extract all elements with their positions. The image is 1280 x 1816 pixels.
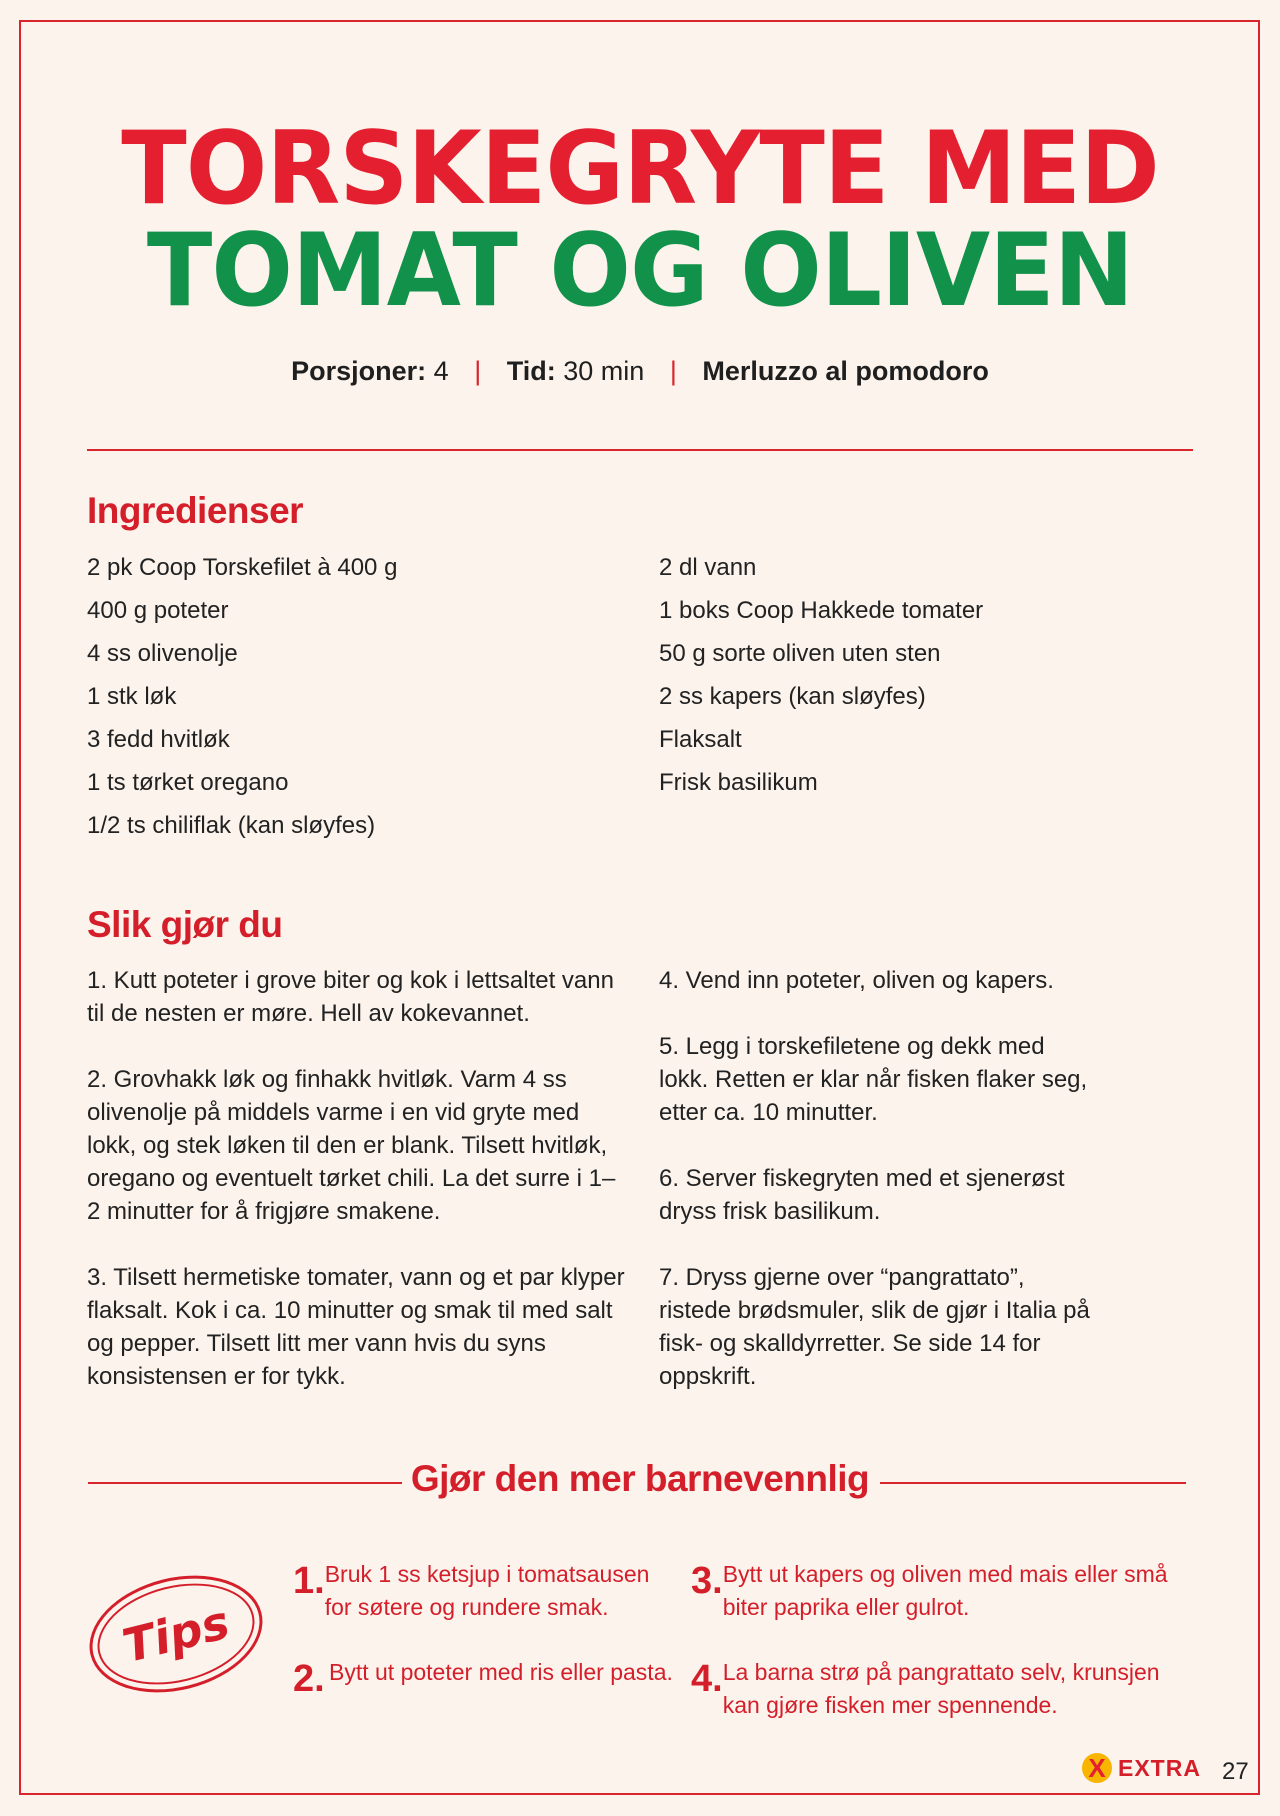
step-item: 5. Legg i torskefiletene og dekk med lokk. Retten er klar når fisken flaker seg, etter ca. 10 minutter. bbox=[659, 1033, 1088, 1126]
banner-rule-right bbox=[880, 1482, 1186, 1484]
extra-logo-word: EXTRA bbox=[1118, 1754, 1201, 1781]
ingredient-item: 1 stk løk bbox=[87, 683, 177, 710]
recipe-title-line-2: TOMAT OG OLIVEN bbox=[146, 211, 1134, 329]
ingredient-item: 1 ts tørket oregano bbox=[87, 769, 289, 796]
step-item: 4. Vend inn poteter, oliven og kapers. bbox=[659, 967, 1054, 994]
steps-list-right bbox=[659, 964, 1099, 1426]
tip-text: Bytt ut kapers og oliven med mais eller små biter paprika eller gulrot. bbox=[722, 1561, 1168, 1620]
ingredient-item: 50 g sorte oliven uten sten bbox=[659, 640, 941, 667]
tip-item bbox=[293, 1558, 673, 1624]
ingredients-list-right bbox=[659, 546, 983, 804]
meta-separator: | bbox=[669, 356, 677, 386]
divider-rule bbox=[87, 449, 1193, 451]
tip-number: 1. bbox=[293, 1560, 325, 1602]
time-label: Tid: bbox=[506, 356, 556, 386]
ingredient-item: 3 fedd hvitløk bbox=[87, 726, 230, 753]
meta-separator: | bbox=[474, 356, 482, 386]
ingredient-item: 1/2 ts chiliflak (kan sløyfes) bbox=[87, 812, 376, 839]
step-item: 6. Server fiskegryten med et sjenerøst dryss frisk basilikum. bbox=[659, 1165, 1065, 1225]
x-logo-icon: X bbox=[1082, 1753, 1112, 1783]
tip-number: 2. bbox=[293, 1658, 325, 1700]
tip-text: Bytt ut poteter med ris eller pasta. bbox=[329, 1659, 673, 1685]
steps-heading: Slik gjør du bbox=[87, 904, 283, 945]
step-item: 3. Tilsett hermetiske tomater, vann og et par klyper flaksalt. Kok i ca. 10 minutter og smak til med salt og pepper. Tilsett litt mer vann hvis du syns konsistensen er for tykk. bbox=[87, 1264, 625, 1390]
ingredient-item: 2 pk Coop Torskefilet à 400 g bbox=[87, 554, 398, 581]
step-item: 1. Kutt poteter i grove biter og kok i lettsaltet vann til de nesten er møre. Hell av kokevannet. bbox=[87, 967, 614, 1027]
tip-text: La barna strø på pangrattato selv, krunsjen kan gjøre fisken mer spennende. bbox=[722, 1659, 1160, 1718]
steps-list-left bbox=[87, 964, 627, 1426]
tip-item bbox=[691, 1558, 1191, 1624]
kids-heading: Gjør den mer barnevennlig bbox=[410, 1458, 870, 1499]
recipe-title-line-1: TORSKEGRYTE MED bbox=[121, 109, 1159, 227]
tip-item bbox=[691, 1656, 1191, 1722]
tips-badge-label: Tips bbox=[117, 1594, 235, 1674]
recipe-meta bbox=[0, 356, 1280, 387]
ingredient-item: 400 g poteter bbox=[87, 597, 229, 624]
ingredient-item: 2 dl vann bbox=[659, 554, 757, 581]
step-item: 2. Grovhakk løk og finhakk hvitløk. Varm 4 ss olivenolje på middels varme i en vid gryte med lokk, og stek løken til den er blank. Tilsett hvitløk, oregano og eventuelt tørket chili. La det surre i 1–2 minutter for å frigjøre smakene. bbox=[87, 1066, 616, 1225]
tip-number: 4. bbox=[691, 1658, 723, 1700]
step-item: 7. Dryss gjerne over “pangrattato”, ristede brødsmuler, slik de gjør i Italia på fisk- og skalldyrretter. Se side 14 for oppskrift. bbox=[659, 1264, 1090, 1390]
servings-value: 4 bbox=[426, 356, 449, 386]
ingredients-heading: Ingredienser bbox=[87, 490, 304, 531]
tip-text: Bruk 1 ss ketsjup i tomatsausen for søtere og rundere smak. bbox=[324, 1561, 650, 1620]
tip-number: 3. bbox=[691, 1560, 723, 1602]
italian-name: Merluzzo al pomodoro bbox=[702, 356, 989, 386]
ingredient-item: 4 ss olivenolje bbox=[87, 640, 238, 667]
servings-label: Porsjoner: bbox=[291, 356, 427, 386]
ingredient-item: Frisk basilikum bbox=[659, 769, 818, 796]
time-value: 30 min bbox=[555, 356, 645, 386]
ingredients-list-left bbox=[87, 546, 397, 847]
extra-logo bbox=[1082, 1753, 1201, 1783]
ingredient-item: 2 ss kapers (kan sløyfes) bbox=[659, 683, 926, 710]
tip-item bbox=[293, 1656, 673, 1700]
ingredient-item: 1 boks Coop Hakkede tomater bbox=[659, 597, 984, 624]
page-number: 27 bbox=[1222, 1758, 1249, 1785]
ingredient-item: Flaksalt bbox=[659, 726, 742, 753]
